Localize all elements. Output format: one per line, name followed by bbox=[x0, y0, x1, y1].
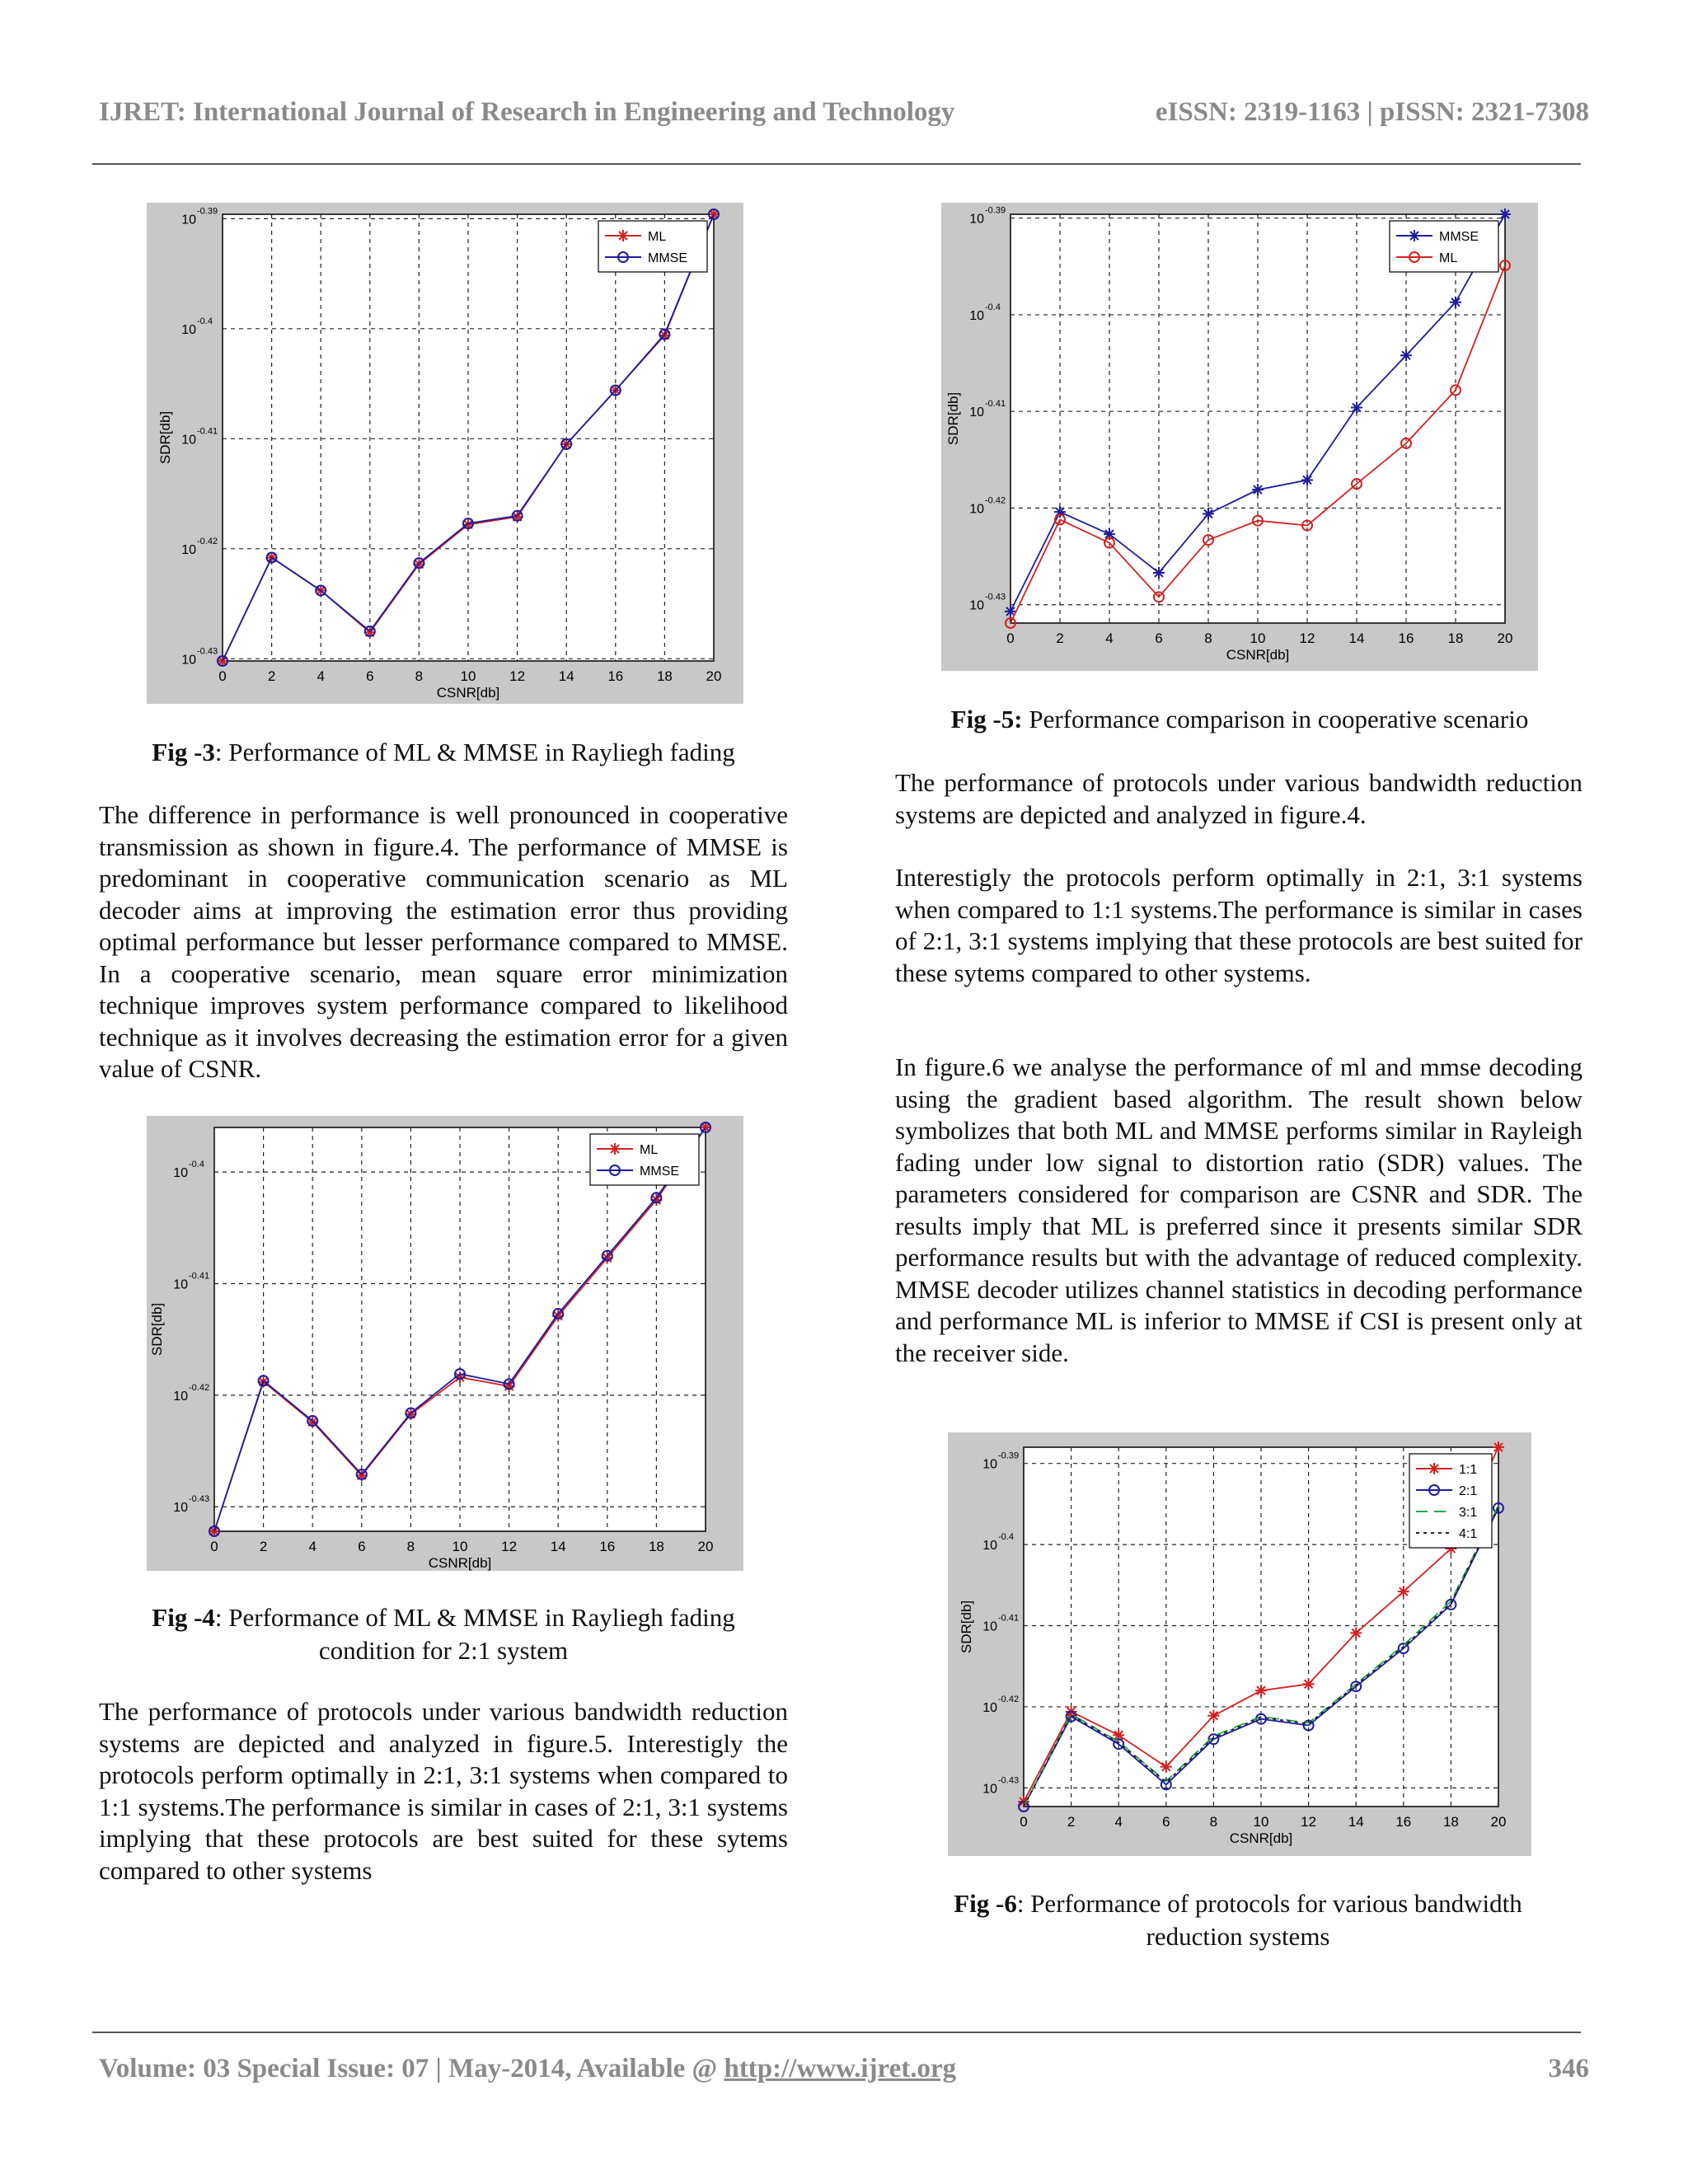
fig5-data-point bbox=[1153, 567, 1165, 579]
fig4-caption bbox=[124, 1601, 763, 1667]
fig5-ytick-label: 10 bbox=[969, 405, 984, 420]
right-paragraph-1 bbox=[895, 767, 1582, 831]
fig5-xtick-label: 6 bbox=[1155, 630, 1163, 646]
fig5-ytick-label: 10 bbox=[969, 212, 984, 227]
right-paragraph-3-text: In figure.6 we analyse the performance of ml and mmse decoding using the gradient based algorithm. The result shown below symbolizes that both ML and MMSE performs similar in Rayleigh fading under low signal to distortion ratio (SDR) values. The parameters considered for comparison are CSNR and SDR. The results imply that ML is preferred since it presents similar SDR performance results but with the advantage of reduced complexity. MMSE decoder utilizes channel statistics in decoding performance and performance ML is inferior to MMSE if CSI is present only at the receiver side. bbox=[895, 1052, 1582, 1367]
fig3-ytick-label: 10 bbox=[181, 322, 196, 337]
fig5-xlabel: CSNR[db] bbox=[1226, 647, 1290, 663]
fig3-xtick-label: 10 bbox=[460, 668, 476, 684]
fig6-legend-label: 2:1 bbox=[1459, 1484, 1478, 1498]
fig3-caption bbox=[99, 736, 788, 769]
fig5-xtick-label: 8 bbox=[1204, 630, 1212, 646]
fig6-chart bbox=[948, 1432, 1531, 1856]
fig4-xtick-label: 14 bbox=[550, 1539, 566, 1554]
left-paragraph-1 bbox=[99, 799, 788, 1085]
fig5-plot bbox=[941, 203, 1538, 671]
fig3-ytick-exponent: -0.4 bbox=[197, 316, 213, 326]
fig3-xtick-label: 14 bbox=[558, 668, 574, 684]
right-paragraph-2 bbox=[895, 862, 1582, 989]
fig6-data-point bbox=[1398, 1586, 1409, 1597]
fig3-xtick-label: 18 bbox=[656, 668, 673, 684]
fig4-caption-label: Fig -4 bbox=[152, 1603, 215, 1632]
footer-url-link[interactable]: http://www.ijret.org bbox=[724, 2054, 957, 2083]
fig6-plot bbox=[948, 1432, 1531, 1856]
fig5-ytick-label: 10 bbox=[969, 308, 984, 323]
fig5-caption bbox=[895, 703, 1584, 736]
fig6-xtick-label: 16 bbox=[1395, 1814, 1412, 1830]
fig4-chart bbox=[147, 1116, 743, 1571]
fig5-xtick-label: 16 bbox=[1398, 630, 1414, 646]
fig4-ytick-label: 10 bbox=[173, 1166, 188, 1181]
fig6-xtick-label: 20 bbox=[1490, 1814, 1507, 1830]
fig6-ytick-label: 10 bbox=[982, 1782, 997, 1797]
footer-page-number: 346 bbox=[1548, 2054, 1589, 2083]
fig5-legend-label: MMSE bbox=[1439, 230, 1479, 244]
fig5-ytick-label: 10 bbox=[969, 598, 984, 613]
fig5-data-point bbox=[1499, 209, 1511, 220]
fig3-xtick-label: 2 bbox=[267, 668, 276, 684]
fig6-data-point bbox=[1493, 1441, 1504, 1453]
fig3-xtick-label: 6 bbox=[366, 668, 374, 684]
fig4-xtick-label: 2 bbox=[259, 1539, 268, 1554]
fig5-data-point bbox=[1203, 508, 1214, 519]
fig6-xtick-label: 8 bbox=[1209, 1814, 1218, 1830]
fig6-data-point bbox=[1350, 1627, 1362, 1638]
fig4-legend-marker bbox=[609, 1143, 621, 1155]
left-paragraph-1-text: The difference in performance is well pronounced in cooperative transmission as shown in figure.4. The performance of MMSE is predominant in cooperative communication scenario as ML decoder aims at improving the estimation error thus providing optimal performance but lesser performance compared to MMSE. In a cooperative scenario, mean square error minimization technique improves system performance compared to likelihood technique as it involves decreasing the estimation error for a given value of CSNR. bbox=[99, 800, 788, 1083]
fig4-xtick-label: 6 bbox=[358, 1539, 366, 1554]
fig5-ytick-exponent: -0.43 bbox=[985, 592, 1006, 602]
fig3-chart bbox=[147, 203, 743, 704]
fig5-xtick-label: 12 bbox=[1299, 630, 1315, 646]
fig4-xtick-label: 12 bbox=[501, 1539, 518, 1554]
fig4-ytick-label: 10 bbox=[173, 1277, 188, 1292]
fig5-data-point bbox=[1252, 484, 1264, 495]
fig6-ytick-label: 10 bbox=[982, 1619, 997, 1634]
fig6-legend-label: 4:1 bbox=[1459, 1527, 1478, 1541]
fig6-ytick-exponent: -0.42 bbox=[998, 1694, 1020, 1704]
fig4-plot bbox=[147, 1116, 743, 1571]
fig6-ytick-exponent: -0.43 bbox=[998, 1775, 1020, 1786]
fig4-ytick-label: 10 bbox=[173, 1389, 188, 1404]
fig6-xtick-label: 18 bbox=[1442, 1814, 1459, 1830]
fig5-caption-text: Performance comparison in cooperative scenario bbox=[1022, 705, 1529, 733]
fig3-ytick-exponent: -0.42 bbox=[197, 536, 218, 546]
fig6-ytick-label: 10 bbox=[982, 1539, 997, 1554]
fig5-ytick-label: 10 bbox=[969, 502, 984, 517]
fig3-ytick-label: 10 bbox=[181, 653, 196, 668]
right-paragraph-2-text: Interestigly the protocols perform optimally in 2:1, 3:1 systems when compared to 1:1 systems.The performance is similar in cases of 2:1, 3:1 systems implying that these protocols are best suited for these sytems compared to other systems. bbox=[895, 863, 1582, 987]
fig4-ytick-exponent: -0.42 bbox=[189, 1382, 210, 1393]
fig4-ytick-exponent: -0.4 bbox=[189, 1160, 204, 1170]
fig6-data-point bbox=[1207, 1710, 1219, 1722]
fig5-legend-label: ML bbox=[1439, 251, 1458, 265]
fig5-ytick-exponent: -0.4 bbox=[985, 302, 1001, 312]
fig4-legend-label: ML bbox=[640, 1143, 659, 1157]
fig4-ylabel: SDR[db] bbox=[149, 1302, 165, 1357]
footer-volume-text: Volume: 03 Special Issue: 07 | May-2014, Available @ bbox=[99, 2054, 724, 2083]
fig3-xtick-label: 4 bbox=[316, 668, 325, 684]
fig4-caption-text: : Performance of ML & MMSE in Rayliegh fading condition for 2:1 system bbox=[214, 1603, 735, 1665]
fig6-data-point bbox=[1303, 1678, 1315, 1690]
fig6-ytick-exponent: -0.39 bbox=[998, 1451, 1020, 1461]
fig5-caption-label: Fig -5: bbox=[950, 705, 1023, 733]
right-paragraph-3 bbox=[895, 1052, 1582, 1369]
fig5-xtick-label: 10 bbox=[1250, 630, 1266, 646]
fig5-chart bbox=[941, 203, 1538, 671]
footer-volume bbox=[99, 2054, 956, 2084]
fig5-data-point bbox=[1301, 474, 1313, 485]
fig6-legend-marker bbox=[1428, 1463, 1440, 1474]
fig6-ylabel: SDR[db] bbox=[959, 1600, 974, 1654]
fig5-ytick-exponent: -0.41 bbox=[985, 399, 1006, 410]
fig5-ytick-exponent: -0.39 bbox=[985, 205, 1006, 216]
fig4-xlabel: CSNR[db] bbox=[428, 1555, 492, 1571]
fig3-ylabel: SDR[db] bbox=[157, 410, 173, 465]
fig6-xlabel: CSNR[db] bbox=[1229, 1830, 1293, 1846]
fig5-xtick-label: 20 bbox=[1497, 630, 1513, 646]
fig4-xtick-label: 10 bbox=[452, 1539, 468, 1554]
fig5-data-point bbox=[1400, 349, 1412, 361]
fig3-ytick-label: 10 bbox=[181, 542, 196, 557]
footer-divider bbox=[92, 2032, 1581, 2033]
fig6-ytick-label: 10 bbox=[982, 1457, 997, 1472]
fig3-xtick-label: 0 bbox=[218, 668, 227, 684]
fig6-ytick-label: 10 bbox=[982, 1700, 997, 1715]
fig3-ytick-label: 10 bbox=[181, 213, 196, 227]
fig6-data-point bbox=[1255, 1685, 1267, 1696]
fig6-data-point bbox=[1160, 1761, 1172, 1773]
fig3-xtick-label: 16 bbox=[607, 668, 624, 684]
fig6-legend-label: 3:1 bbox=[1459, 1506, 1478, 1520]
left-paragraph-2-text: The performance of protocols under various bandwidth reduction systems are depicted and analyzed in figure.5. Interestigly the protocols perform optimally in 2:1, 3:1 systems when compared to 1:1 systems.The performance is similar in cases of 2:1, 3:1 systems implying that these protocols are best suited for these sytems compared to other systems bbox=[99, 1697, 788, 1885]
fig3-xtick-label: 8 bbox=[415, 668, 424, 684]
fig3-legend-label: MMSE bbox=[648, 251, 687, 265]
fig4-xtick-label: 8 bbox=[406, 1539, 415, 1554]
fig5-xtick-label: 2 bbox=[1056, 630, 1064, 646]
fig5-data-point bbox=[1450, 297, 1461, 308]
fig6-caption bbox=[915, 1887, 1561, 1953]
fig4-xtick-label: 16 bbox=[599, 1539, 616, 1554]
fig4-xtick-label: 20 bbox=[697, 1539, 714, 1554]
fig4-ytick-exponent: -0.41 bbox=[189, 1271, 210, 1282]
fig5-xtick-label: 14 bbox=[1348, 630, 1365, 646]
fig6-xtick-label: 6 bbox=[1162, 1814, 1170, 1830]
fig3-plot bbox=[147, 203, 743, 704]
fig3-caption-label: Fig -3 bbox=[152, 738, 215, 766]
fig5-ylabel: SDR[db] bbox=[945, 391, 961, 446]
fig6-xtick-label: 12 bbox=[1301, 1814, 1317, 1830]
fig3-ytick-exponent: -0.43 bbox=[197, 646, 218, 657]
fig5-xtick-label: 18 bbox=[1447, 630, 1464, 646]
issn: eISSN: 2319-1163 | pISSN: 2321-7308 bbox=[1155, 97, 1589, 127]
fig3-ytick-label: 10 bbox=[181, 433, 196, 448]
fig6-xtick-label: 2 bbox=[1067, 1814, 1076, 1830]
fig3-ytick-exponent: -0.39 bbox=[197, 206, 218, 217]
fig4-ytick-label: 10 bbox=[173, 1501, 188, 1516]
fig5-ytick-exponent: -0.42 bbox=[985, 495, 1006, 506]
fig6-caption-text: : Performance of protocols for various bandwidth reduction systems bbox=[1016, 1889, 1522, 1951]
fig4-xtick-label: 0 bbox=[210, 1539, 218, 1554]
fig6-ytick-exponent: -0.4 bbox=[998, 1532, 1014, 1543]
fig5-legend-marker bbox=[1409, 230, 1420, 241]
fig3-xlabel: CSNR[db] bbox=[436, 685, 500, 701]
fig3-legend-marker bbox=[617, 230, 629, 241]
left-paragraph-2 bbox=[99, 1696, 788, 1886]
fig3-legend-label: ML bbox=[648, 230, 667, 244]
fig3-ytick-exponent: -0.41 bbox=[197, 426, 218, 437]
fig6-ytick-exponent: -0.41 bbox=[998, 1613, 1020, 1624]
fig4-legend-label: MMSE bbox=[640, 1165, 679, 1179]
journal-title: IJRET: International Journal of Research in Engineering and Technology bbox=[99, 97, 955, 127]
fig3-xtick-label: 20 bbox=[706, 668, 722, 684]
fig6-xtick-label: 10 bbox=[1253, 1814, 1269, 1830]
fig3-xtick-label: 12 bbox=[509, 668, 526, 684]
header-divider bbox=[92, 163, 1581, 165]
fig5-xtick-label: 4 bbox=[1105, 630, 1114, 646]
fig6-xtick-label: 4 bbox=[1114, 1814, 1123, 1830]
fig6-caption-label: Fig -6 bbox=[954, 1889, 1017, 1918]
fig4-xtick-label: 4 bbox=[308, 1539, 316, 1554]
fig6-xtick-label: 0 bbox=[1020, 1814, 1028, 1830]
fig4-xtick-label: 18 bbox=[648, 1539, 664, 1554]
fig5-data-point bbox=[1351, 402, 1362, 414]
fig5-xtick-label: 0 bbox=[1006, 630, 1015, 646]
fig4-ytick-exponent: -0.43 bbox=[189, 1494, 210, 1505]
fig6-legend-label: 1:1 bbox=[1459, 1463, 1478, 1477]
right-paragraph-1-text: The performance of protocols under various bandwidth reduction systems are depicted and analyzed in figure.4. bbox=[895, 768, 1582, 829]
fig3-caption-text: : Performance of ML & MMSE in Rayliegh fading bbox=[214, 738, 735, 766]
fig6-xtick-label: 14 bbox=[1348, 1814, 1364, 1830]
